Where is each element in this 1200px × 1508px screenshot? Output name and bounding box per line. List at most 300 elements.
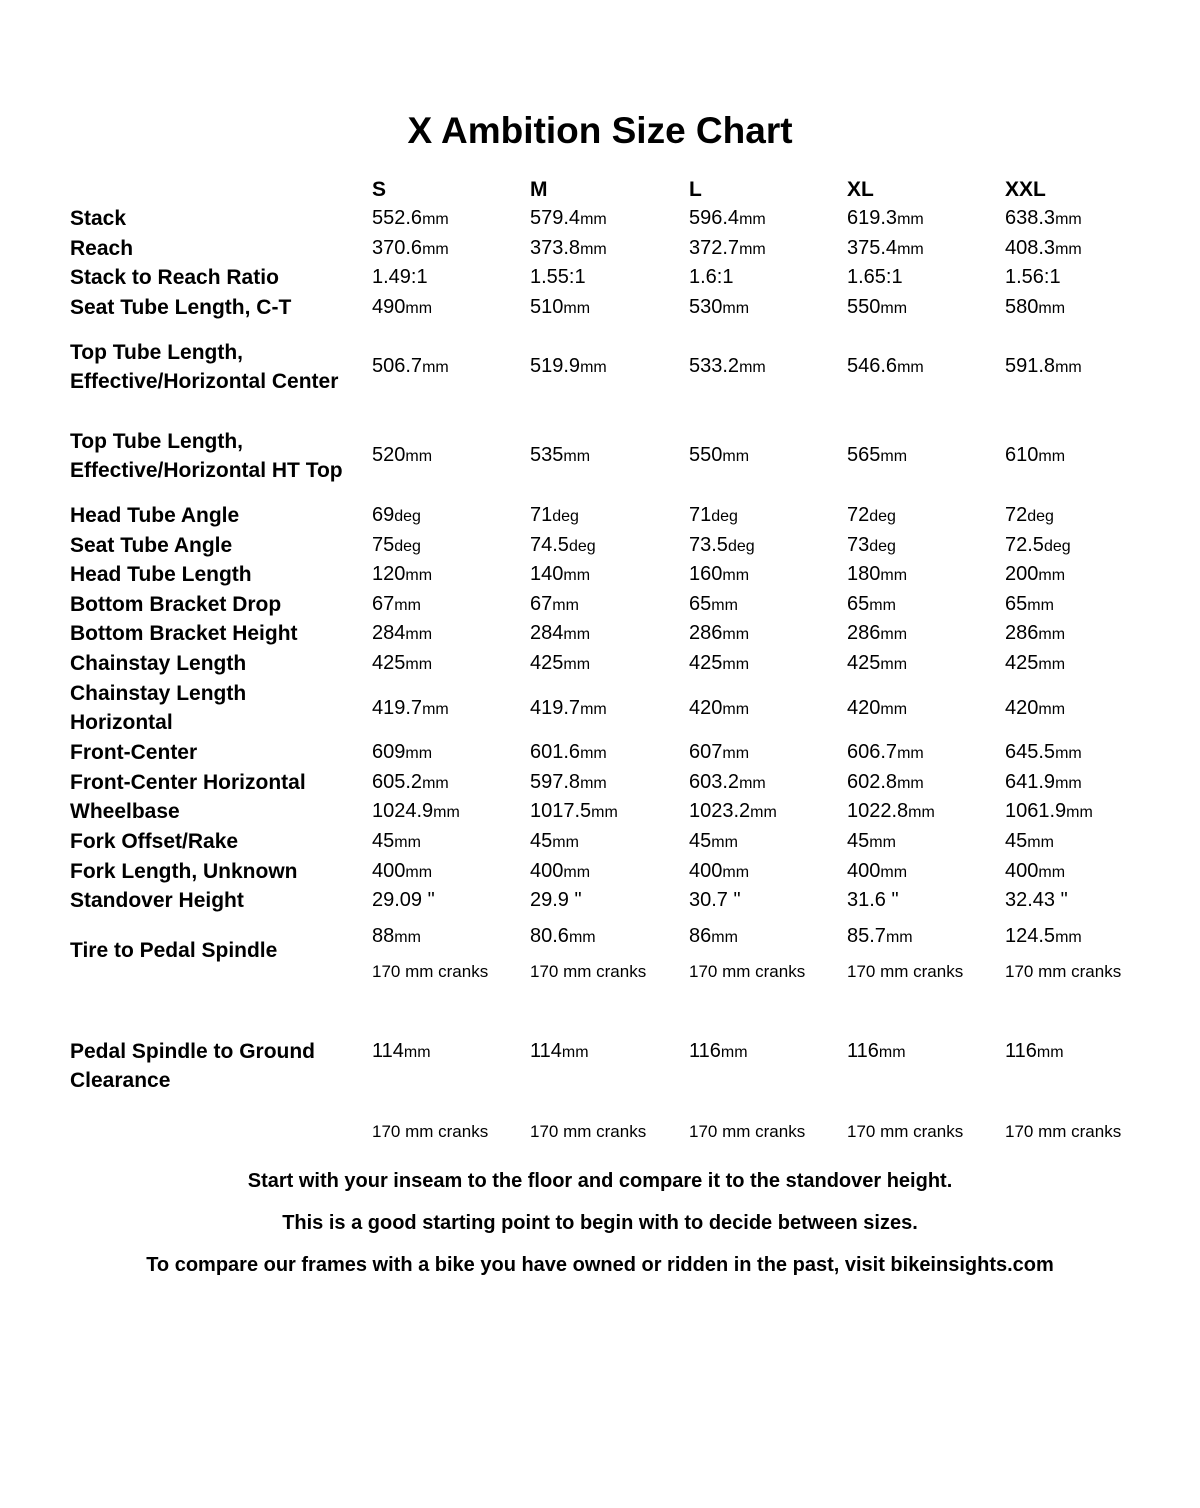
value-cell <box>1005 797 1093 827</box>
value-cell <box>372 293 432 323</box>
value-cell <box>372 886 435 915</box>
value-cell <box>530 441 590 471</box>
value-number: 408.3 <box>1005 237 1056 259</box>
value-cell <box>372 827 421 857</box>
value-number: 30.7 " <box>689 889 741 911</box>
value-cell <box>847 590 896 620</box>
size-header-l: L <box>689 178 702 201</box>
value-number: 65 <box>689 593 712 615</box>
value-cell <box>372 501 421 531</box>
value-unit: mm <box>722 701 750 718</box>
value-number: 591.8 <box>1005 355 1056 377</box>
row-label-line: Top Tube Length, <box>70 341 244 364</box>
value-cell <box>689 886 741 915</box>
crank-note: 170 mm cranks <box>689 1122 806 1141</box>
value-unit: mm <box>722 300 750 317</box>
row-label <box>70 293 370 322</box>
value-unit: mm <box>422 359 449 376</box>
value-unit: mm <box>405 448 433 465</box>
value-number: 607 <box>689 741 723 763</box>
value-number: 546.6 <box>847 355 898 377</box>
value-unit: mm <box>739 211 766 228</box>
value-unit: mm <box>580 211 607 228</box>
value-unit: mm <box>750 804 777 821</box>
row-label <box>70 649 370 678</box>
value-unit: mm <box>1038 701 1066 718</box>
value-unit: mm <box>885 929 913 946</box>
value-unit: mm <box>403 1044 431 1061</box>
value-cell <box>372 263 428 292</box>
value-cell <box>689 738 749 768</box>
value-unit: mm <box>880 864 908 881</box>
crank-note: 170 mm cranks <box>689 962 806 981</box>
value-cell <box>1005 649 1065 679</box>
row-label-line: Stack <box>70 207 127 230</box>
value-cell <box>1005 293 1065 323</box>
value-cell <box>372 649 432 679</box>
crank-note: 170 mm cranks <box>847 962 964 981</box>
value-cell <box>847 922 913 952</box>
value-number: 286 <box>689 622 723 644</box>
value-unit: mm <box>422 701 449 718</box>
value-cell <box>689 531 755 561</box>
value-number: 32.43 " <box>1005 889 1068 911</box>
row-label <box>70 338 370 396</box>
value-number: 597.8 <box>530 771 581 793</box>
value-number: 580 <box>1005 296 1039 318</box>
value-cell <box>530 619 590 649</box>
value-cell <box>847 234 924 264</box>
crank-note: 170 mm cranks <box>1005 962 1122 981</box>
value-cell <box>372 922 421 952</box>
value-cell <box>530 768 607 798</box>
value-unit: mm <box>880 448 908 465</box>
row-label-line: Pedal Spindle to Ground <box>70 1040 316 1063</box>
row-label-line: Reach <box>70 237 134 260</box>
footer-line-2: This is a good starting point to begin with to decide between sizes. <box>282 1212 918 1234</box>
value-cell <box>689 619 749 649</box>
value-cell <box>1005 738 1082 768</box>
value-cell <box>1005 560 1065 590</box>
value-cell <box>530 352 607 382</box>
value-unit: mm <box>897 241 924 258</box>
size-header-xl: XL <box>847 178 874 201</box>
value-unit: mm <box>405 864 433 881</box>
value-cell <box>372 531 421 561</box>
value-number: 73.5 <box>689 534 728 556</box>
value-cell <box>1005 1037 1064 1067</box>
value-cell <box>689 204 766 234</box>
value-cell <box>847 1037 906 1067</box>
value-cell <box>372 738 432 768</box>
value-cell <box>689 501 738 531</box>
value-cell <box>689 234 766 264</box>
value-cell <box>847 619 907 649</box>
value-unit: mm <box>568 929 596 946</box>
value-number: 1.55:1 <box>530 266 586 288</box>
value-number: 29.9 " <box>530 889 582 911</box>
value-cell <box>847 797 935 827</box>
row-label-line: Front-Center Horizontal <box>70 771 306 794</box>
row-label-line: Seat Tube Angle <box>70 534 233 557</box>
value-number: 65 <box>847 593 870 615</box>
row-label-line: Chainstay Length <box>70 652 247 675</box>
value-unit: mm <box>1055 775 1082 792</box>
row-label-line: Head Tube Length <box>70 563 252 586</box>
value-number: 1023.2 <box>689 800 751 822</box>
value-unit: mm <box>722 567 750 584</box>
value-cell <box>689 560 749 590</box>
value-cell <box>530 293 590 323</box>
value-unit: mm <box>433 804 460 821</box>
value-unit: mm <box>422 241 449 258</box>
value-cell <box>689 694 749 724</box>
value-number: 74.5 <box>530 534 569 556</box>
value-number: 579.4 <box>530 207 581 229</box>
value-number: 45 <box>1005 830 1028 852</box>
value-unit: mm <box>580 701 607 718</box>
row-label-line: Wheelbase <box>70 800 180 823</box>
value-number: 425 <box>847 652 881 674</box>
value-cell <box>530 560 590 590</box>
row-label <box>70 797 370 826</box>
value-number: 425 <box>1005 652 1039 674</box>
value-unit: mm <box>580 241 607 258</box>
value-number: 610 <box>1005 444 1039 466</box>
row-label-line: Fork Offset/Rake <box>70 830 239 853</box>
value-unit: mm <box>1055 929 1082 946</box>
row-label <box>70 590 370 619</box>
value-number: 80.6 <box>530 925 569 947</box>
value-number: 45 <box>530 830 553 852</box>
value-number: 114 <box>372 1040 404 1062</box>
footer-line-1: Start with your inseam to the floor and compare it to the standover height. <box>247 1170 953 1192</box>
value-number: 550 <box>847 296 881 318</box>
row-label-line: Effective/Horizontal Center <box>70 370 339 393</box>
value-cell <box>689 857 749 887</box>
value-number: 400 <box>1005 860 1039 882</box>
value-number: 550 <box>689 444 723 466</box>
value-unit: deg <box>394 538 421 555</box>
value-cell <box>1005 234 1082 264</box>
value-number: 75 <box>372 534 395 556</box>
value-unit: mm <box>394 834 421 851</box>
value-number: 619.3 <box>847 207 898 229</box>
value-cell <box>847 738 924 768</box>
value-unit: mm <box>869 597 896 614</box>
value-cell <box>372 441 432 471</box>
value-unit: mm <box>552 597 579 614</box>
value-number: 506.7 <box>372 355 423 377</box>
value-number: 552.6 <box>372 207 423 229</box>
value-number: 1.6:1 <box>689 266 734 288</box>
value-number: 602.8 <box>847 771 898 793</box>
value-number: 1061.9 <box>1005 800 1067 822</box>
value-number: 31.6 " <box>847 889 899 911</box>
size-header-s: S <box>372 178 387 201</box>
value-cell <box>847 501 896 531</box>
value-number: 86 <box>689 925 712 947</box>
value-unit: deg <box>727 538 755 555</box>
value-unit: mm <box>1038 300 1066 317</box>
value-unit: mm <box>880 701 908 718</box>
value-number: 85.7 <box>847 925 886 947</box>
row-label-line: Chainstay Length <box>70 682 247 705</box>
value-cell <box>372 857 432 887</box>
row-label <box>70 886 370 915</box>
row-label-line: Top Tube Length, <box>70 430 244 453</box>
value-cell <box>530 827 579 857</box>
value-number: 645.5 <box>1005 741 1056 763</box>
value-unit: mm <box>563 864 591 881</box>
value-number: 116 <box>689 1040 721 1062</box>
value-cell <box>689 827 738 857</box>
value-number: 69 <box>372 504 395 526</box>
value-unit: mm <box>1038 656 1066 673</box>
page-title: X Ambition Size Chart <box>407 110 793 151</box>
value-number: 510 <box>530 296 564 318</box>
value-cell <box>1005 694 1065 724</box>
value-cell <box>1005 922 1082 952</box>
value-number: 601.6 <box>530 741 581 763</box>
value-number: 140 <box>530 563 564 585</box>
value-number: 72 <box>1005 504 1028 526</box>
value-cell <box>372 234 449 264</box>
value-cell <box>1005 857 1065 887</box>
value-cell <box>1005 590 1054 620</box>
value-cell <box>847 886 899 915</box>
value-cell <box>1005 441 1065 471</box>
value-number: 284 <box>372 622 406 644</box>
value-number: 114 <box>530 1040 562 1062</box>
value-unit: mm <box>869 834 896 851</box>
row-label <box>70 204 370 233</box>
row-label <box>70 768 370 797</box>
value-cell <box>847 531 896 561</box>
value-unit: mm <box>1055 745 1082 762</box>
row-label-line: Seat Tube Length, C-T <box>70 296 292 319</box>
row-label <box>70 560 370 589</box>
value-cell <box>689 590 738 620</box>
row-label-line: Standover Height <box>70 889 244 912</box>
row-label-line: Horizontal <box>70 711 173 734</box>
value-number: 29.09 " <box>372 889 435 911</box>
value-unit: mm <box>897 775 924 792</box>
value-cell <box>372 352 449 382</box>
value-cell <box>372 694 449 724</box>
value-unit: mm <box>1055 241 1082 258</box>
value-number: 535 <box>530 444 564 466</box>
value-unit: deg <box>1027 508 1054 525</box>
value-number: 72.5 <box>1005 534 1044 556</box>
value-cell <box>847 352 924 382</box>
value-unit: mm <box>561 1044 589 1061</box>
value-number: 533.2 <box>689 355 740 377</box>
value-number: 71 <box>689 504 712 526</box>
value-number: 530 <box>689 296 723 318</box>
value-unit: mm <box>897 745 924 762</box>
value-cell <box>530 886 582 915</box>
value-cell <box>1005 886 1068 915</box>
row-label <box>70 234 370 263</box>
value-cell <box>1005 204 1082 234</box>
value-cell <box>530 1037 589 1067</box>
value-unit: mm <box>1027 834 1054 851</box>
crank-note: 170 mm cranks <box>1005 1122 1122 1141</box>
value-cell <box>372 768 449 798</box>
value-number: 605.2 <box>372 771 423 793</box>
value-unit: mm <box>878 1044 906 1061</box>
value-unit: deg <box>711 508 738 525</box>
value-unit: mm <box>580 359 607 376</box>
value-number: 73 <box>847 534 870 556</box>
value-number: 116 <box>847 1040 879 1062</box>
value-cell <box>530 738 607 768</box>
value-cell <box>530 501 579 531</box>
value-number: 1024.9 <box>372 800 434 822</box>
value-number: 1017.5 <box>530 800 592 822</box>
value-number: 420 <box>689 697 723 719</box>
crank-note: 170 mm cranks <box>847 1122 964 1141</box>
value-number: 372.7 <box>689 237 740 259</box>
value-number: 1.65:1 <box>847 266 903 288</box>
value-cell <box>1005 501 1054 531</box>
row-label <box>70 1037 370 1095</box>
row-label <box>70 501 370 530</box>
crank-note: 170 mm cranks <box>372 1122 489 1141</box>
value-unit: mm <box>880 656 908 673</box>
value-cell <box>847 441 907 471</box>
value-number: 375.4 <box>847 237 898 259</box>
value-cell <box>689 263 733 292</box>
value-cell <box>372 590 421 620</box>
value-number: 606.7 <box>847 741 898 763</box>
value-unit: mm <box>722 745 750 762</box>
value-unit: mm <box>908 804 935 821</box>
value-number: 638.3 <box>1005 207 1056 229</box>
value-unit: mm <box>739 241 766 258</box>
value-unit: mm <box>1038 567 1066 584</box>
crank-note: 170 mm cranks <box>530 962 647 981</box>
value-cell <box>689 293 749 323</box>
value-unit: mm <box>405 567 433 584</box>
value-cell <box>847 263 903 292</box>
value-number: 116 <box>1005 1040 1037 1062</box>
value-unit: mm <box>422 775 449 792</box>
value-unit: mm <box>580 745 607 762</box>
value-number: 1.56:1 <box>1005 266 1061 288</box>
value-cell <box>530 590 579 620</box>
value-unit: mm <box>580 775 607 792</box>
row-label-line: Head Tube Angle <box>70 504 240 527</box>
value-unit: mm <box>722 448 750 465</box>
value-unit: mm <box>897 211 924 228</box>
value-cell <box>847 649 907 679</box>
value-unit: mm <box>720 1044 748 1061</box>
value-cell <box>847 293 907 323</box>
value-cell <box>689 441 749 471</box>
value-number: 286 <box>847 622 881 644</box>
value-cell <box>530 857 590 887</box>
value-number: 565 <box>847 444 881 466</box>
value-cell <box>1005 827 1054 857</box>
value-number: 400 <box>372 860 406 882</box>
value-unit: mm <box>552 834 579 851</box>
value-number: 425 <box>530 652 564 674</box>
value-cell <box>847 694 907 724</box>
value-unit: mm <box>711 834 738 851</box>
value-cell <box>847 857 907 887</box>
value-cell <box>372 204 449 234</box>
row-label-line: Bottom Bracket Drop <box>70 593 282 616</box>
value-cell <box>689 1037 748 1067</box>
row-label <box>70 936 370 965</box>
size-header-m: M <box>530 178 548 201</box>
value-cell <box>372 1037 431 1067</box>
value-number: 425 <box>372 652 406 674</box>
value-number: 120 <box>372 563 406 585</box>
value-unit: mm <box>1055 211 1082 228</box>
value-cell <box>372 797 460 827</box>
value-unit: mm <box>897 359 924 376</box>
value-cell <box>1005 619 1065 649</box>
value-unit: mm <box>591 804 618 821</box>
value-number: 520 <box>372 444 406 466</box>
value-number: 67 <box>530 593 553 615</box>
value-unit: deg <box>552 508 579 525</box>
value-unit: deg <box>568 538 596 555</box>
value-number: 490 <box>372 296 406 318</box>
value-cell <box>689 797 777 827</box>
value-number: 45 <box>689 830 712 852</box>
value-unit: mm <box>1036 1044 1064 1061</box>
value-unit: mm <box>563 656 591 673</box>
value-cell <box>372 619 432 649</box>
value-cell <box>530 922 596 952</box>
value-unit: mm <box>880 300 908 317</box>
value-unit: mm <box>1027 597 1054 614</box>
value-cell <box>530 531 596 561</box>
value-number: 284 <box>530 622 564 644</box>
value-number: 45 <box>372 830 395 852</box>
value-unit: deg <box>869 508 896 525</box>
value-number: 400 <box>847 860 881 882</box>
value-unit: deg <box>1043 538 1071 555</box>
value-unit: mm <box>563 300 591 317</box>
value-cell <box>847 827 896 857</box>
value-unit: mm <box>722 656 750 673</box>
value-unit: mm <box>739 359 766 376</box>
value-unit: mm <box>1038 448 1066 465</box>
value-cell <box>1005 352 1082 382</box>
value-unit: mm <box>405 300 433 317</box>
value-number: 400 <box>689 860 723 882</box>
value-cell <box>689 922 738 952</box>
value-cell <box>689 352 766 382</box>
value-number: 425 <box>689 652 723 674</box>
size-header-xxl: XXL <box>1005 178 1046 201</box>
row-label-line: Front-Center <box>70 741 198 764</box>
value-unit: mm <box>563 567 591 584</box>
value-unit: mm <box>1038 626 1066 643</box>
value-number: 72 <box>847 504 870 526</box>
row-label-line: Effective/Horizontal HT Top <box>70 459 343 482</box>
value-number: 609 <box>372 741 406 763</box>
value-number: 180 <box>847 563 881 585</box>
value-number: 1.49:1 <box>372 266 428 288</box>
value-unit: deg <box>394 508 421 525</box>
value-unit: mm <box>711 929 738 946</box>
